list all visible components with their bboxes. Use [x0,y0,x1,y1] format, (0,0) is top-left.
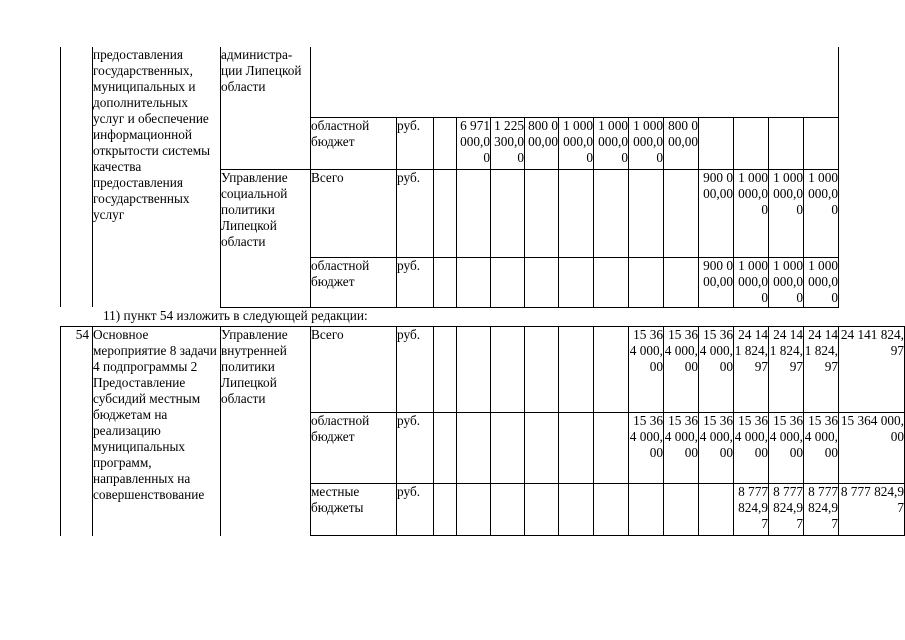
unit-cell: руб. [397,169,434,257]
value-cell: 900 000,00 [699,257,734,307]
value-cell [457,257,491,307]
budget-table-item-54 [60,326,905,536]
value-cell [559,327,594,413]
value-cell: 800 000,00 [664,117,699,169]
row-number: 54 [61,327,93,536]
value-cell [804,117,839,169]
funding-source: областной бюджет [311,257,397,307]
value-cell [457,169,491,257]
value-cell [594,413,629,484]
empty-cell [434,257,457,307]
value-cell [594,169,629,257]
value-cell [629,484,664,536]
measure-description: предоставления государственных, муниципальных и дополнительных услуг и обеспечение информационной открытости системы качества предоставления государственных услуг [93,47,221,307]
value-cell: 15 364 000,00 [769,413,804,484]
unit-cell: руб. [397,327,434,413]
value-cell: 24 141 824,97 [769,327,804,413]
value-cell: 15 364 000,00 [664,413,699,484]
unit-cell: руб. [397,413,434,484]
value-cell: 1 000 000,00 [629,117,664,169]
value-cell: 800 000,00 [525,117,559,169]
row-number-cell [61,47,93,307]
value-cell [491,484,525,536]
value-cell [457,327,491,413]
value-cell: 15 364 000,00 [664,327,699,413]
value-cell: 1 000 000,00 [804,169,839,257]
empty-cell [434,117,457,169]
value-cell: 24 141 824,97 [804,327,839,413]
value-cell: 6 971 000,00 [457,117,491,169]
funding-source: Всего [311,169,397,257]
value-cell: 15 364 000,00 [699,327,734,413]
value-cell: 1 000 000,00 [594,117,629,169]
value-cell [457,484,491,536]
value-cell [664,257,699,307]
value-cell [525,169,559,257]
value-cell [594,484,629,536]
value-cell [664,169,699,257]
funding-source: областной бюджет [311,413,397,484]
value-cell [559,257,594,307]
value-cell: 1 000 000,00 [769,257,804,307]
value-cell [629,257,664,307]
value-cell [664,484,699,536]
value-cell [559,169,594,257]
value-cell [594,327,629,413]
value-cell [525,484,559,536]
value-cell: 8 777 824,97 [839,484,905,536]
value-cell [457,413,491,484]
value-cell: 900 000,00 [699,169,734,257]
value-cell [769,117,804,169]
funding-source: областной бюджет [311,117,397,169]
value-cell [629,169,664,257]
unit-cell: руб. [397,484,434,536]
funding-source: местные бюджеты [311,484,397,536]
unit-cell: руб. [397,117,434,169]
value-cell [699,484,734,536]
value-cell: 24 141 824,97 [734,327,769,413]
value-cell [559,484,594,536]
empty-row-segment [311,47,839,117]
empty-cell [434,413,457,484]
value-cell: 8 777 824,97 [804,484,839,536]
value-cell: 15 364 000,00 [629,413,664,484]
value-cell: 1 000 000,00 [804,257,839,307]
measure-description: Основное мероприятие 8 задачи 4 подпрограммы 2 Предоставление субсидий местным бюджетам на реализацию муниципальных программ, направленных на совершенствование [93,327,221,536]
value-cell [525,257,559,307]
value-cell: 15 364 000,00 [804,413,839,484]
value-cell [525,327,559,413]
budget-table-continued [60,47,839,308]
empty-cell [434,327,457,413]
value-cell [491,413,525,484]
value-cell: 1 000 000,00 [734,169,769,257]
value-cell: 1 000 000,00 [559,117,594,169]
value-cell: 15 364 000,00 [699,413,734,484]
value-cell [525,413,559,484]
value-cell: 24 141 824,97 [839,327,905,413]
value-cell [559,413,594,484]
value-cell [491,257,525,307]
value-cell [734,117,769,169]
executor-cell: Управление внутренней политики Липецкой области [221,327,311,536]
value-cell [491,169,525,257]
value-cell [491,327,525,413]
value-cell [699,117,734,169]
empty-cell [434,169,457,257]
value-cell: 8 777 824,97 [734,484,769,536]
value-cell: 8 777 824,97 [769,484,804,536]
value-cell: 1 000 000,00 [769,169,804,257]
executor-cell: администра-ции Липецкой области [221,47,311,169]
value-cell: 15 364 000,00 [839,413,905,484]
value-cell: 1 225 300,00 [491,117,525,169]
executor-cell: Управление социальной политики Липецкой области [221,169,311,307]
amendment-note: 11) пункт 54 изложить в следующей редакции: [103,308,368,323]
value-cell [594,257,629,307]
funding-source: Всего [311,327,397,413]
value-cell: 15 364 000,00 [734,413,769,484]
empty-cell [434,484,457,536]
value-cell: 1 000 000,00 [734,257,769,307]
value-cell: 15 364 000,00 [629,327,664,413]
unit-cell: руб. [397,257,434,307]
